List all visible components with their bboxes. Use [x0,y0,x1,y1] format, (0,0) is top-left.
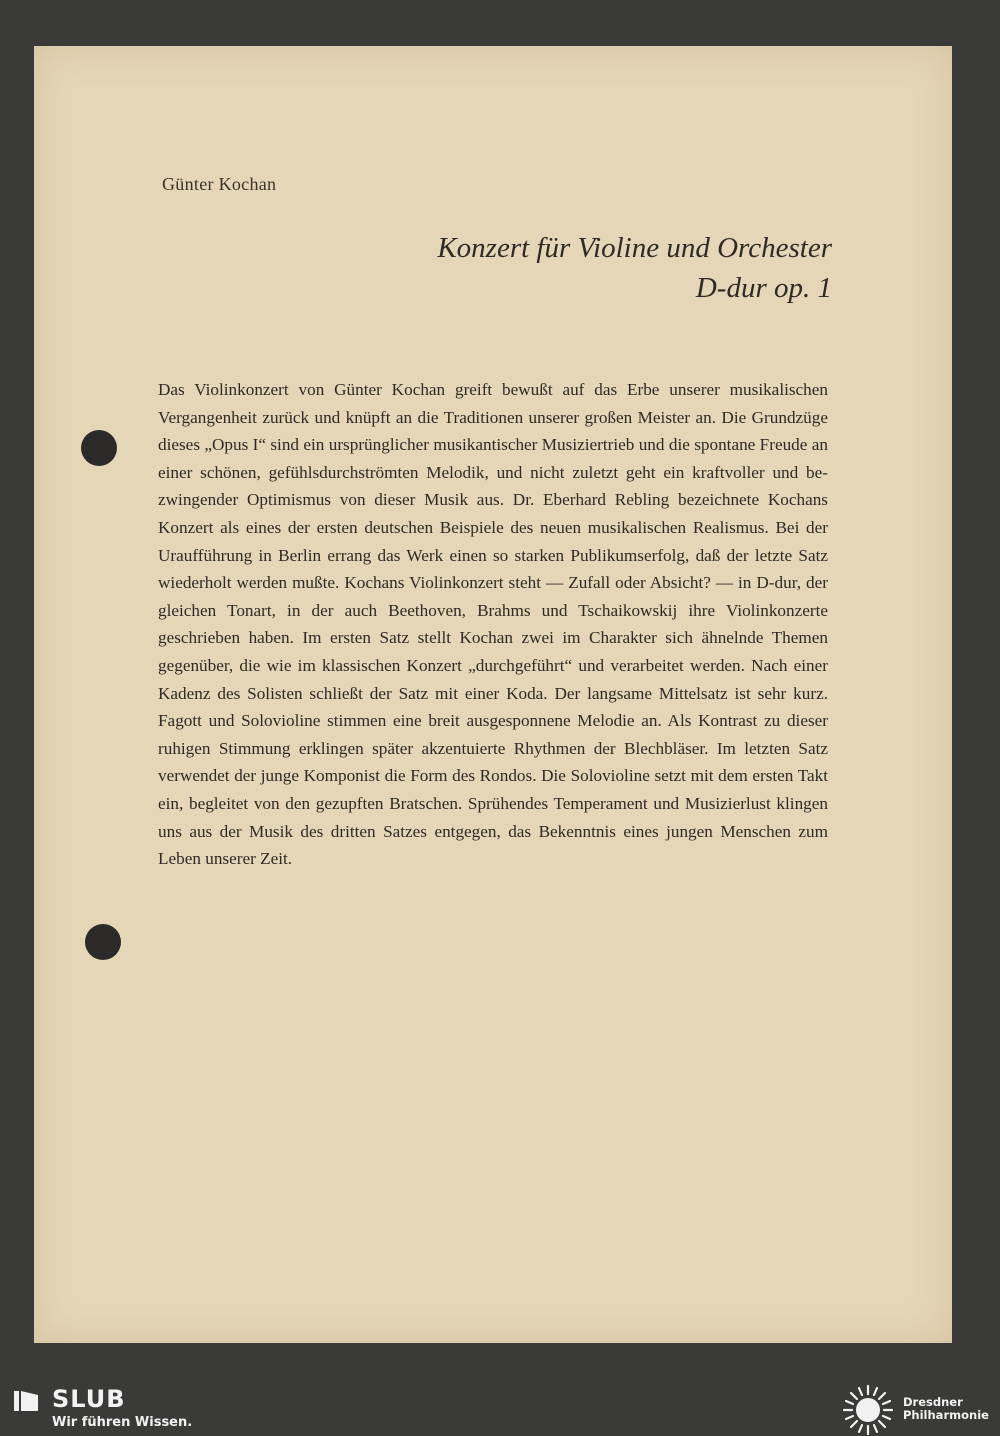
program-note-text: Das Violinkonzert von Günter Kochan greift bewußt auf das Erbe unserer musikalischen Vergangenheit zurück und knüpft an die Traditionen unserer großen Meister an. Die Grundzüge dieses „Opus I“ sind ein ursprünglicher musikantischer Musiziertrieb und die spontane Freude an einer schönen, gefühlsdurchströmten Melodik, und nicht zuletzt geht ein kraftvoller und bezwingender Optimismus von dieser Musik aus. Dr. Eberhard Rebling bezeichnete Kochans Konzert als eines der ersten deutschen Beispiele des neuen musikalischen Realismus. Bei der Uraufführung in Berlin errang das Werk einen so starken Publikumserfolg, daß der letzte Satz wiederholt werden mußte. Kochans Violinkonzert steht — Zufall oder Absicht? — in D-dur, der gleichen Tonart, in der auch Beethoven, Brahms und Tschaikowskij ihre Violinkonzerte geschrieben haben. Im ersten Satz stellt Kochan zwei im Charakter sich ähnelnde Themen gegenüber, die wie im klassischen Konzert „durchgeführt“ und verarbeitet werden. Nach einer Kadenz des Solisten schließt der Satz mit einer Koda. Der langsame Mittelsatz ist sehr kurz. Fagott und Solovioline stimmen eine breit ausgesponnene Melodie an. Als Kontrast zu dieser ruhigen Stimmung erklingen später akzentuierte Rhythmen der Blechbläser. Im letzten Satz verwendet der junge Komponist die Form des Rondos. Die Solovioline setzt mit dem ersten Takt ein, begleitet von den gezupften Bratschen. Sprühendes Temperament und Musizierlust klingen uns aus der Musik des dritten Satzes entgegen, das Bekenntnis eines jungen Menschen zum Leben unserer Zeit. [158,380,828,869]
punch-hole-bottom [85,924,121,960]
work-title-line2: D-dur op. 1 [695,272,832,304]
library-tagline: Wir führen Wissen. [52,1415,193,1430]
scanned-page [34,46,952,1343]
partner-name-line1: Dresdner [903,1395,963,1409]
author-name: Günter Kochan [162,174,277,194]
work-title-line1: Konzert für Violine und Orchester [437,232,832,264]
work-title [437,228,832,308]
viewer-footer [0,1383,1000,1433]
philharmonie-logo-icon[interactable] [842,1384,894,1436]
punch-hole-top [81,430,117,466]
partner-name-line2: Philharmonie [903,1408,989,1422]
library-name[interactable]: SLUB [52,1385,126,1413]
slub-logo-icon[interactable] [14,1389,40,1413]
partner-name[interactable] [903,1396,989,1422]
